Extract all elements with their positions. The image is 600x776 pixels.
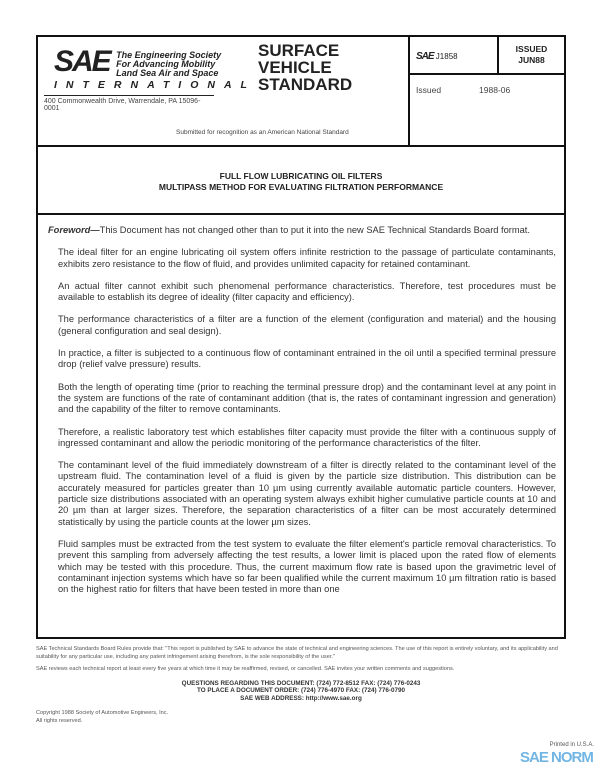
printed-note: Printed in U.S.A. xyxy=(549,742,594,748)
rules-note: SAE Technical Standards Board Rules provide that: "This report is published by SAE to advance the state of technical and engineering sciences. The use of this report is entirely voluntary, and its applicability and suitability for any particular use, including any patent infringement arising therefrom, is the sole responsibility of the user." xyxy=(36,646,558,660)
paragraph: Fluid samples must be extracted from the test system to evaluate the filter element's particle removal characteristics. To prevent this sampling from adversely affecting the test results, a lower limit is placed upon the rated flow of elements which may be tested with this procedure. Thus, the current maximum flow rate is based upon the gravimetric level of contaminant injection systems which have so far been qualified while the current maximum 10 µm filtration ratio is based on the highest ratio for filters that have been tested in more than one xyxy=(58,538,556,595)
document-title: FULL FLOW LUBRICATING OIL FILTERS MULTIPASS METHOD FOR EVALUATING FILTRATION PERFORMANCE xyxy=(38,147,564,215)
watermark-logo: SAE NORM xyxy=(520,749,593,766)
paragraph: Both the length of operating time (prior to reaching the terminal pressure drop) and the contaminant level at any point in the system are functions of the rate of contaminant addition (that is, the rates of contaminant ingression and generation) and the capability of the filter to remove contaminants. xyxy=(58,381,556,415)
address: 400 Commonwealth Drive, Warrendale, PA 15096-0001 xyxy=(44,95,214,112)
logo-tagline: The Engineering Society For Advancing Mobility Land Sea Air and Space xyxy=(116,50,222,78)
paragraph: Therefore, a realistic laboratory test which establishes filter capacity must provide the filter with a continuous supply of ingressed contaminant and allow the periodic monitoring of the performance characteristics of the filter. xyxy=(58,426,556,448)
review-note: SAE reviews each technical report at least every five years at which time it may be reaffirmed, revised, or cancelled. SAE invites your written comments and suggestions. xyxy=(36,666,455,672)
document-frame xyxy=(36,35,566,639)
web-address: SAE WEB ADDRESS: http://www.sae.org xyxy=(240,694,362,702)
sae-logo xyxy=(54,45,256,91)
paragraph: The performance characteristics of a filter are a function of the element (configuration and material) and the housing (general configuration and seal design). xyxy=(58,314,556,336)
paragraph: The contaminant level of the fluid immediately downstream of a filter is directly related to the contaminant level of the upstream fluid. The contamination level of a fluid is given by the particle size distribution. This distribution can be accurately measured for particles greater than 10 µm using currently available automatic particle counters. However, particle size distributions associated with an operating system always exhibit higher cumulative particle counts at 10 and 20 µm than at larger sizes. Therefore, the separation characteristics of a filter can be most accurately determined statistically by using the particle counts at the lower µm sizes. xyxy=(58,460,556,527)
submitted-note: Submitted for recognition as an American National Standard xyxy=(176,129,349,136)
copyright: Copyright 1988 Society of Automotive Engineers, Inc. All rights reserved. xyxy=(36,710,169,724)
paragraph: The ideal filter for an engine lubricating oil system offers infinite restriction to the passage of particulate contaminants, exhibits zero resistance to the flow of fluid, and provides unlimited capacity for retained contaminant. xyxy=(58,247,556,269)
paragraph: In practice, a filter is subjected to a continuous flow of contaminant entrained in the oil until a specified terminal pressure drop (relief valve pressure) results. xyxy=(58,348,556,370)
sae-logo-mark: SAE xyxy=(54,45,110,78)
logo-international: INTERNATIONAL xyxy=(54,79,256,91)
contact-info: QUESTIONS REGARDING THIS DOCUMENT: (724) 772-8512 FAX: (724) 776-0243 TO PLACE A DOCUMENT ORDER: (724) 776-4970 FAX: (724) 776-0790 SAE WEB ADDRESS: http://www.sae.org xyxy=(36,680,566,703)
header xyxy=(38,37,564,147)
doc-number: SAE J1858 xyxy=(410,37,499,73)
issued-badge: ISSUED JUN88 xyxy=(515,44,548,65)
foreword: Foreword—This Document has not changed other than to put it into the new SAE Technical Standards Board format. xyxy=(48,225,530,235)
footer xyxy=(36,646,566,725)
paragraph: An actual filter cannot exhibit such phenomenal performance characteristics. Therefore, test procedures must be available to establish its degree of ideality (filter capacity and efficiency). xyxy=(58,280,556,303)
doc-info xyxy=(408,37,564,147)
issued-date-row: Issued 1988-06 xyxy=(416,85,511,95)
document-type: SURFACE VEHICLE STANDARD xyxy=(258,41,353,94)
document-body xyxy=(48,225,556,606)
